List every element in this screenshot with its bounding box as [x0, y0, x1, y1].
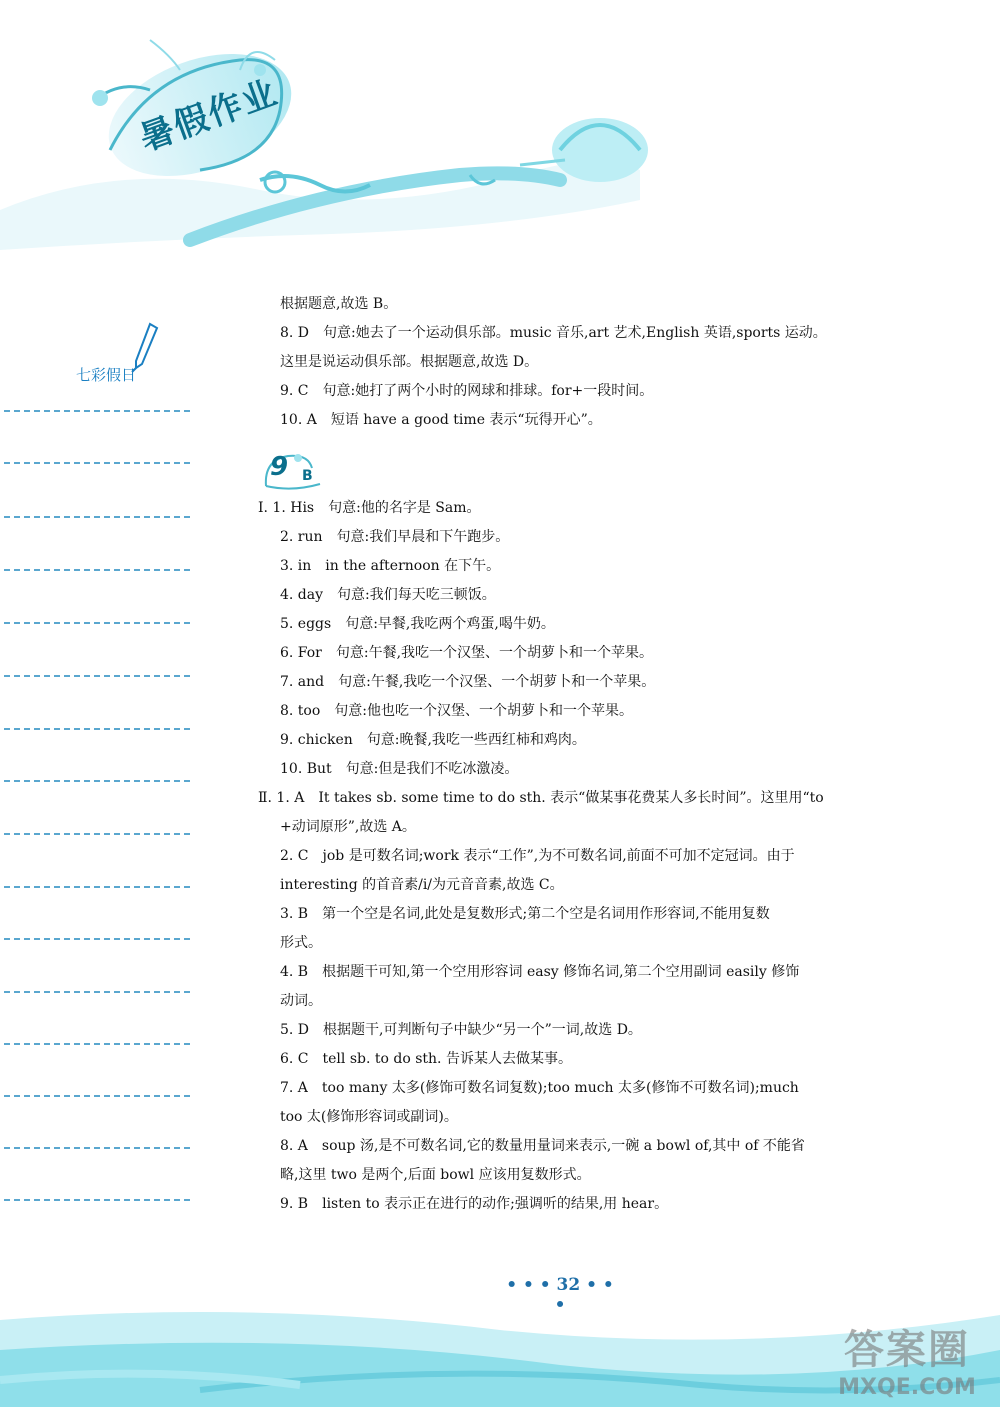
page-number: • • • 32 • • •: [506, 1275, 614, 1315]
answer-line: 5. D 根据题干,可判断句子中缺少“另一个”一词,故选 D。: [280, 1022, 642, 1038]
note-line: [4, 1199, 190, 1201]
answer-line: Ⅱ. 1. A It takes sb. some time to do sth. 表示“做某事花费某人多长时间”。这里用“to: [258, 790, 824, 806]
answer-line: 9. B listen to 表示正在进行的动作;强调听的结果,用 hear。: [280, 1196, 669, 1212]
header-banner: [0, 0, 1000, 260]
answer-line: 动词。: [280, 993, 322, 1009]
answer-line: 10. A 短语 have a good time 表示“玩得开心”。: [280, 412, 602, 428]
watermark: [822, 1318, 992, 1400]
answer-line: 略,这里 two 是两个,后面 bowl 应该用复数形式。: [280, 1167, 591, 1183]
answer-line: +动词原形”,故选 A。: [280, 819, 416, 835]
note-line: [4, 728, 190, 730]
answer-line: 2. run 句意:我们早晨和下午跑步。: [280, 529, 510, 545]
note-line: [4, 1043, 190, 1045]
note-line: [4, 410, 190, 412]
section-badge: [262, 450, 322, 492]
note-line: [4, 1147, 190, 1149]
answer-line: 9. C 句意:她打了两个小时的网球和排球。for+一段时间。: [280, 383, 654, 399]
answers-bottom: [258, 494, 898, 1219]
answer-line: 6. C tell sb. to do sth. 告诉某人去做某事。: [280, 1051, 572, 1067]
answer-line: 根据题意,故选 B。: [280, 296, 398, 312]
answer-line: 这里是说运动俱乐部。根据题意,故选 D。: [280, 354, 539, 370]
note-line: [4, 622, 190, 624]
answer-line: 8. A soup 汤,是不可数名词,它的数量用量词来表示,一碗 a bowl of,其中 of 不能省: [280, 1138, 805, 1154]
note-line: [4, 569, 190, 571]
answer-line: 3. in in the afternoon 在下午。: [280, 558, 501, 574]
answer-line: 4. B 根据题干可知,第一个空用形容词 easy 修饰名词,第二个空用副词 easily 修饰: [280, 964, 800, 980]
answer-line: 5. eggs 句意:早餐,我吃两个鸡蛋,喝牛奶。: [280, 616, 555, 632]
note-line: [4, 1095, 190, 1097]
note-line: [4, 516, 190, 518]
answer-line: 7. A too many 太多(修饰可数名词复数);too much 太多(修饰不可数名词);much: [280, 1080, 799, 1096]
answers-top: [258, 290, 898, 435]
answer-line: 形式。: [280, 935, 322, 951]
note-line: [4, 780, 190, 782]
note-line: [4, 833, 190, 835]
note-line: [4, 886, 190, 888]
section-number: 9: [270, 452, 289, 482]
answer-line: 7. and 句意:午餐,我吃一个汉堡、一个胡萝卜和一个苹果。: [280, 674, 656, 690]
section-letter: B: [302, 468, 313, 484]
note-line: [4, 462, 190, 464]
answer-line: 3. B 第一个空是名词,此处是复数形式;第二个空是名词用作形容词,不能用复数: [280, 906, 770, 922]
note-line: [4, 938, 190, 940]
watermark-url: MXQE.COM: [838, 1375, 976, 1400]
answer-line: interesting 的首音素/i/为元音音素,故选 C。: [280, 877, 564, 893]
note-line: [4, 991, 190, 993]
answer-line: 8. too 句意:他也吃一个汉堡、一个胡萝卜和一个苹果。: [280, 703, 634, 719]
answer-line: 6. For 句意:午餐,我吃一个汉堡、一个胡萝卜和一个苹果。: [280, 645, 654, 661]
answer-line: 9. chicken 句意:晚餐,我吃一些西红柿和鸡肉。: [280, 732, 586, 748]
answer-line: 4. day 句意:我们每天吃三顿饭。: [280, 587, 496, 603]
banner-title: 暑假作业: [134, 72, 284, 160]
sidebar-label: 七彩假日: [76, 366, 137, 384]
answer-line: Ⅰ. 1. His 句意:他的名字是 Sam。: [258, 500, 481, 516]
answer-line: 8. D 句意:她去了一个运动俱乐部。music 音乐,art 艺术,English 英语,sports 运动。: [280, 325, 827, 341]
answer-line: too 太(修饰形容词或副词)。: [280, 1109, 458, 1125]
answer-line: 2. C job 是可数名词;work 表示“工作”,为不可数名词,前面不可加不定冠词。由于: [280, 848, 795, 864]
watermark-logo-text: 答案圈: [844, 1327, 970, 1373]
answer-line: 10. But 句意:但是我们不吃冰激凌。: [280, 761, 519, 777]
note-line: [4, 675, 190, 677]
